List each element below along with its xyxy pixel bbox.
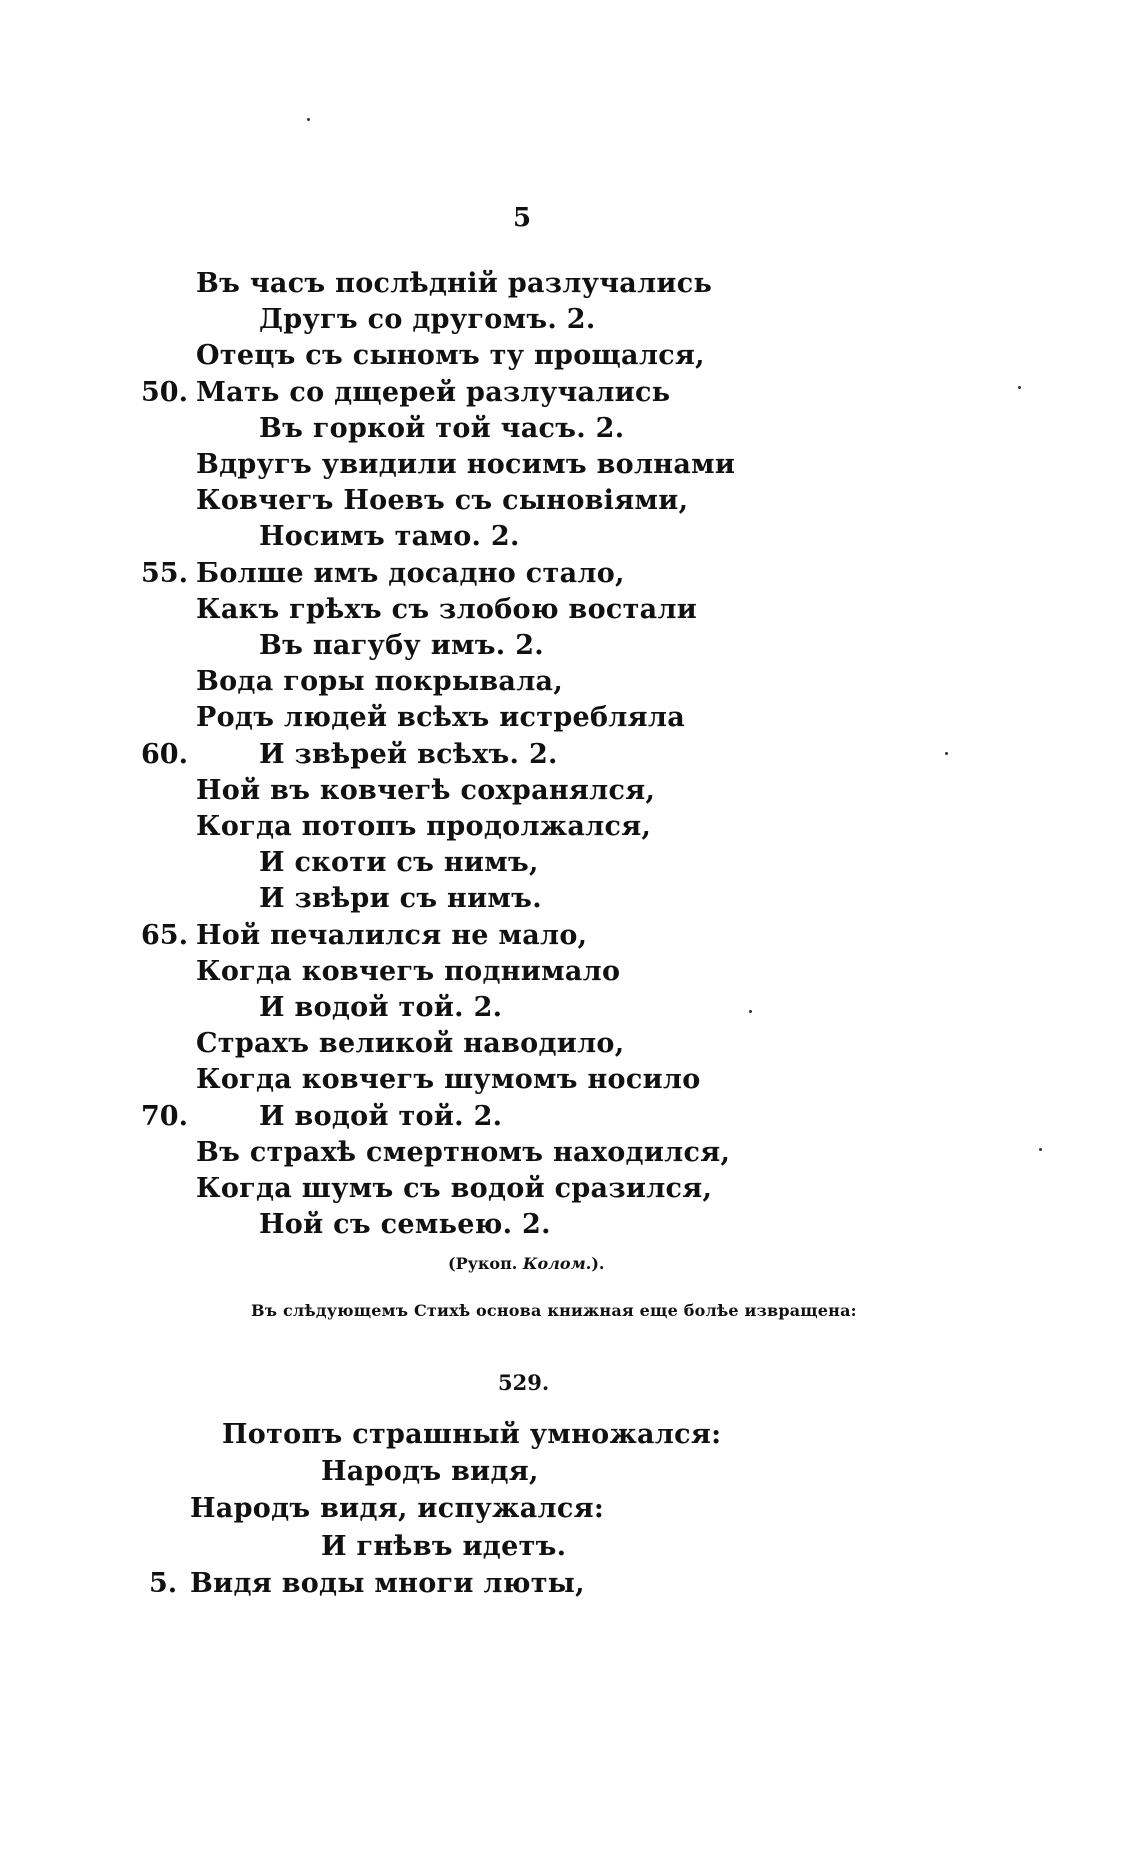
verse-line: Народъ видя, [321,1456,539,1488]
verse-number: 55. [141,557,188,589]
verse-line: Въ горкой той часъ. 2. [259,412,625,444]
verse-line: Видя воды многи люты, [190,1567,585,1599]
verse-number: 60. [141,738,188,770]
print-speck [1018,386,1021,389]
verse-line: Народъ видя, испужался: [190,1493,605,1525]
verse-line: И водой той. 2. [259,992,503,1023]
verse-line: Другъ со другомъ. 2. [259,304,596,336]
verse-line: Отецъ съ сыномъ ту прощался, [196,340,705,372]
print-speck [1039,1148,1042,1151]
page-number: 5 [513,203,532,233]
verse-line: Ковчегъ Ноевъ съ сыновіями, [196,485,689,517]
editorial-note: Въ слѣдующемъ Стихѣ основа книжная еще болѣе извращена: [251,1301,857,1320]
verse-number: 5. [149,1567,178,1599]
source-prefix: (Рукоп. [448,1254,523,1273]
print-speck [307,118,310,121]
verse-line: Когда потопъ продолжался, [196,811,652,842]
verse-line: Потопъ страшный умножался: [222,1419,722,1450]
verse-line: И скоти съ нимъ, [259,847,539,879]
verse-line: Вдругъ увидили носимъ волнами [196,449,736,480]
verse-line: Когда ковчегъ поднимало [196,955,621,987]
source-suffix: ). [591,1254,605,1273]
print-speck [749,1010,752,1013]
verse-line: Когда шумъ съ водой сразился, [196,1173,713,1204]
verse-line: Родъ людей всѣхъ истребляла [196,702,686,734]
source-citation [448,1254,604,1273]
print-speck [945,752,948,755]
verse-line: Вода горы покрывала, [196,666,564,698]
verse-number: 50. [141,376,188,408]
source-italic: Колом. [522,1254,592,1273]
verse-line: Мать со дщерей разлучались [196,376,671,408]
verse-number: 65. [141,919,188,951]
verse-line: Въ страхѣ смертномъ находился, [196,1136,731,1168]
verse-number: 70. [141,1100,188,1132]
poem-number: 529. [498,1370,550,1395]
verse-line: Въ часъ послѣдній разлучались [196,268,713,299]
verse-line: Болше имъ досадно стало, [196,557,625,589]
verse-line: Какъ грѣхъ съ злобою востали [196,593,698,625]
verse-line: И звѣрей всѣхъ. 2. [259,738,558,770]
verse-line: Носимъ тамо. 2. [259,521,520,553]
verse-line: Въ пагубу имъ. 2. [259,630,544,661]
verse-line: Ной съ семьею. 2. [259,1209,551,1241]
verse-line: И звѣри съ нимъ. [259,883,542,915]
verse-line: И гнѣвъ идетъ. [321,1530,567,1562]
verse-line: Страхъ великой наводило, [196,1028,625,1060]
verse-line: Ной печалился не мало, [196,919,588,951]
verse-line: Когда ковчегъ шумомъ носило [196,1064,701,1096]
verse-line: И водой той. 2. [259,1100,503,1132]
verse-line: Ной въ ковчегѣ сохранялся, [196,774,656,806]
